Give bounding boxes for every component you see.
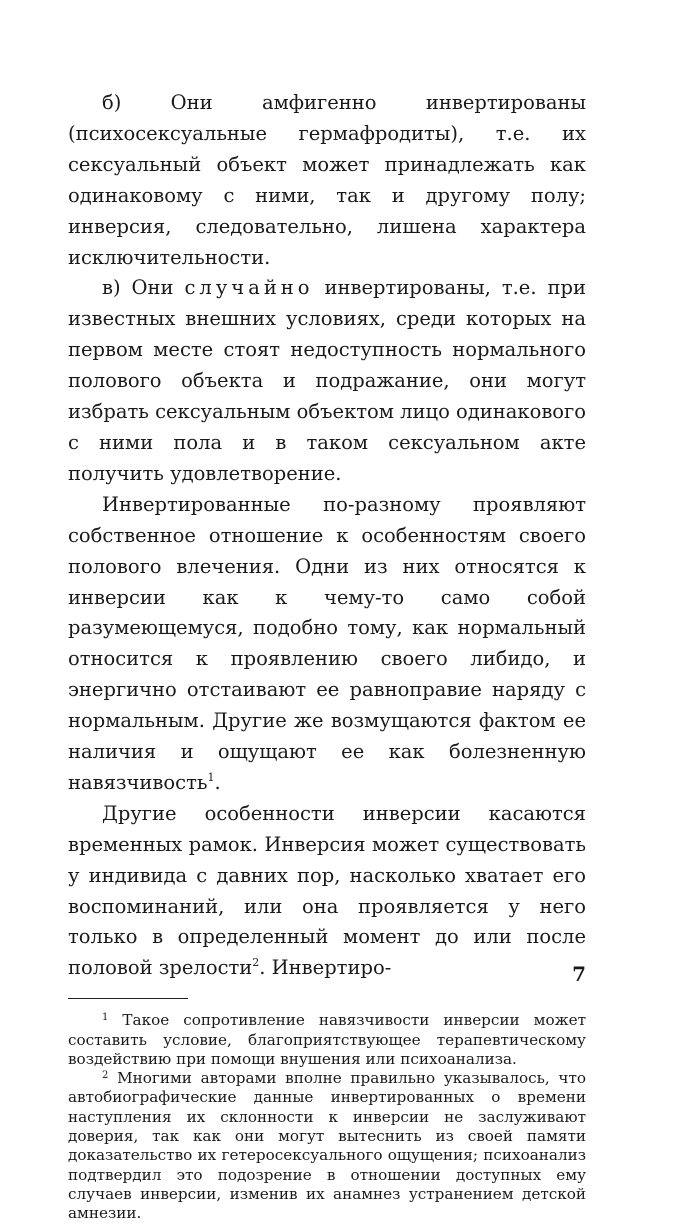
footnote [68,1011,586,1069]
page-number: 7 [572,962,586,986]
paragraph-text: . Инвертиро- [259,956,392,980]
paragraph-text: б) Они амфигенно инвертированы (психосексуальные гермафродиты), т.е. их сексуальный объект может принадлежать как одинаковому с ними, так и другому полу; инверсия, следовательно, лишена характера исключительности. [68,91,586,269]
footnote-text: Такое сопротивление навязчивости инверсии может составить условие, благоприятствующее терапевтическому воздействию при помощи внушения или психоанализа. [68,1011,587,1068]
footnote-mark: 1 [102,1012,109,1024]
paragraph-text: в) Они [102,276,185,300]
paragraph-amphigenic [68,88,586,273]
footnote-text: Многими авторами вполне правильно указывалось, что автобиографические данные инвертированных о времени наступления их склонности к инверсии не заслуживают доверия, так как они могут вытеснить из своей памяти доказательство их гетеросексуального ощущения; психоанализ подтвердил это подозрение в отношении доступных ему случаев инверсии, изменив их анамнез устранением детской амнезии. [68,1069,587,1223]
footnote-ref-1[interactable]: 1 [207,770,215,784]
footnote-ref-2[interactable]: 2 [252,956,260,970]
paragraph-text: Инвертированные по-разному проявляют собственное отношение к особенностям своего полового влечения. Одни из них относятся к инверсии как к чему-то само собой разумеющемуся, подобно тому, как нормальный относится к проявлению своего либидо, и энергично отстаивают ее равноправие наряду с нормальным. Другие же возмущаются фактом ее наличия и ощущают ее как болезненную навязчивость [68,492,586,794]
paragraph-text: инвертированы, т.е. при известных внешних условиях, среди которых на первом месте стоят недоступность нормального полового объекта и подражание, они могут избрать сексуальным объектом лицо одинакового с ними пола и в таком сексуальном акте получить удовлетворение. [68,276,586,485]
paragraph-attitude [68,490,586,799]
footnote-divider [68,998,188,999]
footnote-mark: 2 [102,1070,109,1082]
body-text [68,88,586,984]
paragraph-text: . [214,770,221,794]
paragraph-text: Другие особенности инверсии касаются временных рамок. Инверсия может существовать у индивида с давних пор, насколько хватает его воспоминаний, или она проявляется у него только в определенный момент до или после половой зрелости [68,801,586,980]
page-content [68,88,586,1224]
paragraph-time [68,799,586,984]
footnotes [68,1011,586,1223]
paragraph-occasional [68,273,586,489]
spaced-emphasis: случайно [184,276,314,300]
footnote [68,1069,586,1223]
